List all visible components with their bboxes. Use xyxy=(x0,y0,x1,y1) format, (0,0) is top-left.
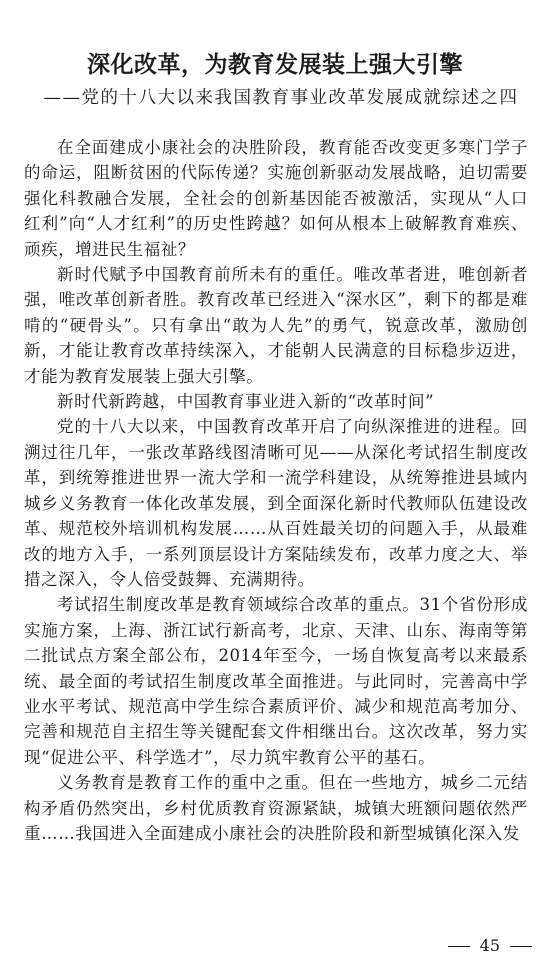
paragraph: 党的十八大以来，中国教育改革开启了向纵深推进的进程。回溯过往几年，一张改革路线图清晰可见——从深化考试招生制度改革，到统筹推进世界一流大学和一流学科建设，从统筹推进县域内城乡义务教育一体化改革发展，到全面深化新时代教师队伍建设改革、规范校外培训机构发展……从百姓最关切的问题入手，从最难改的地方入手，一系列顶层设计方案陆续发布，改革力度之大、举措之深入，令人倍受鼓舞、充满期待。 xyxy=(24,417,528,589)
paragraph: 新时代赋予中国教育前所未有的重任。唯改革者进，唯创新者强，唯改革创新者胜。教育改革已经进入“深水区”，剩下的都是难啃的“硬骨头”。只有拿出“敢为人先”的勇气，锐意改革，激励创新，才能让教育改革持续深入，才能朝人民满意的目标稳步迈进，才能为教育发展装上强大引擎。 xyxy=(24,265,528,386)
page-footer xyxy=(448,935,532,957)
article-title: 深化改革，为教育发展装上强大引擎 xyxy=(87,52,463,78)
section-heading: 新时代新跨越，中国教育事业进入新的“改革时间” xyxy=(57,392,435,412)
paragraph: 在全面建成小康社会的决胜阶段，教育能否改变更多寒门学子的命运，阻断贫困的代际传递？实施创新驱动发展战略，迫切需要强化科教融合发展，全社会的创新基因能否被激活，实现从“人口红利”向“人才红利”的历史性跨越？如何从根本上破解教育难疾、顽疾，增进民生福祉？ xyxy=(24,138,528,259)
article-body xyxy=(24,135,528,846)
paragraph: 义务教育是教育工作的重中之重。但在一些地方，城乡二元结构矛盾仍然突出，乡村优质教育资源紧缺，城镇大班额问题依然严重……我国进入全面建成小康社会的决胜阶段和新型城镇化深入发 xyxy=(24,773,528,843)
footer-dash-right xyxy=(510,946,532,947)
article-subtitle: ——党的十八大以来我国教育事业改革发展成就综述之四 xyxy=(43,88,519,108)
paragraph: 考试招生制度改革是教育领域综合改革的重点。31个省份形成实施方案，上海、浙江试行新高考，北京、天津、山东、海南等第二批试点方案全部公布，2014年至今，一场自恢复高考以来最系统、最全面的考试招生制度改革全面推进。与此同时，完善高中学业水平考试、规范高中学生综合素质评价、减少和规范高考加分、完善和规范自主招生等关键配套文件相继出台。这次改革，努力实现“促进公平、科学选才”，尽力筑牢教育公平的基石。 xyxy=(24,595,528,767)
footer-dash-left xyxy=(448,946,470,947)
page-number: 45 xyxy=(479,936,500,955)
